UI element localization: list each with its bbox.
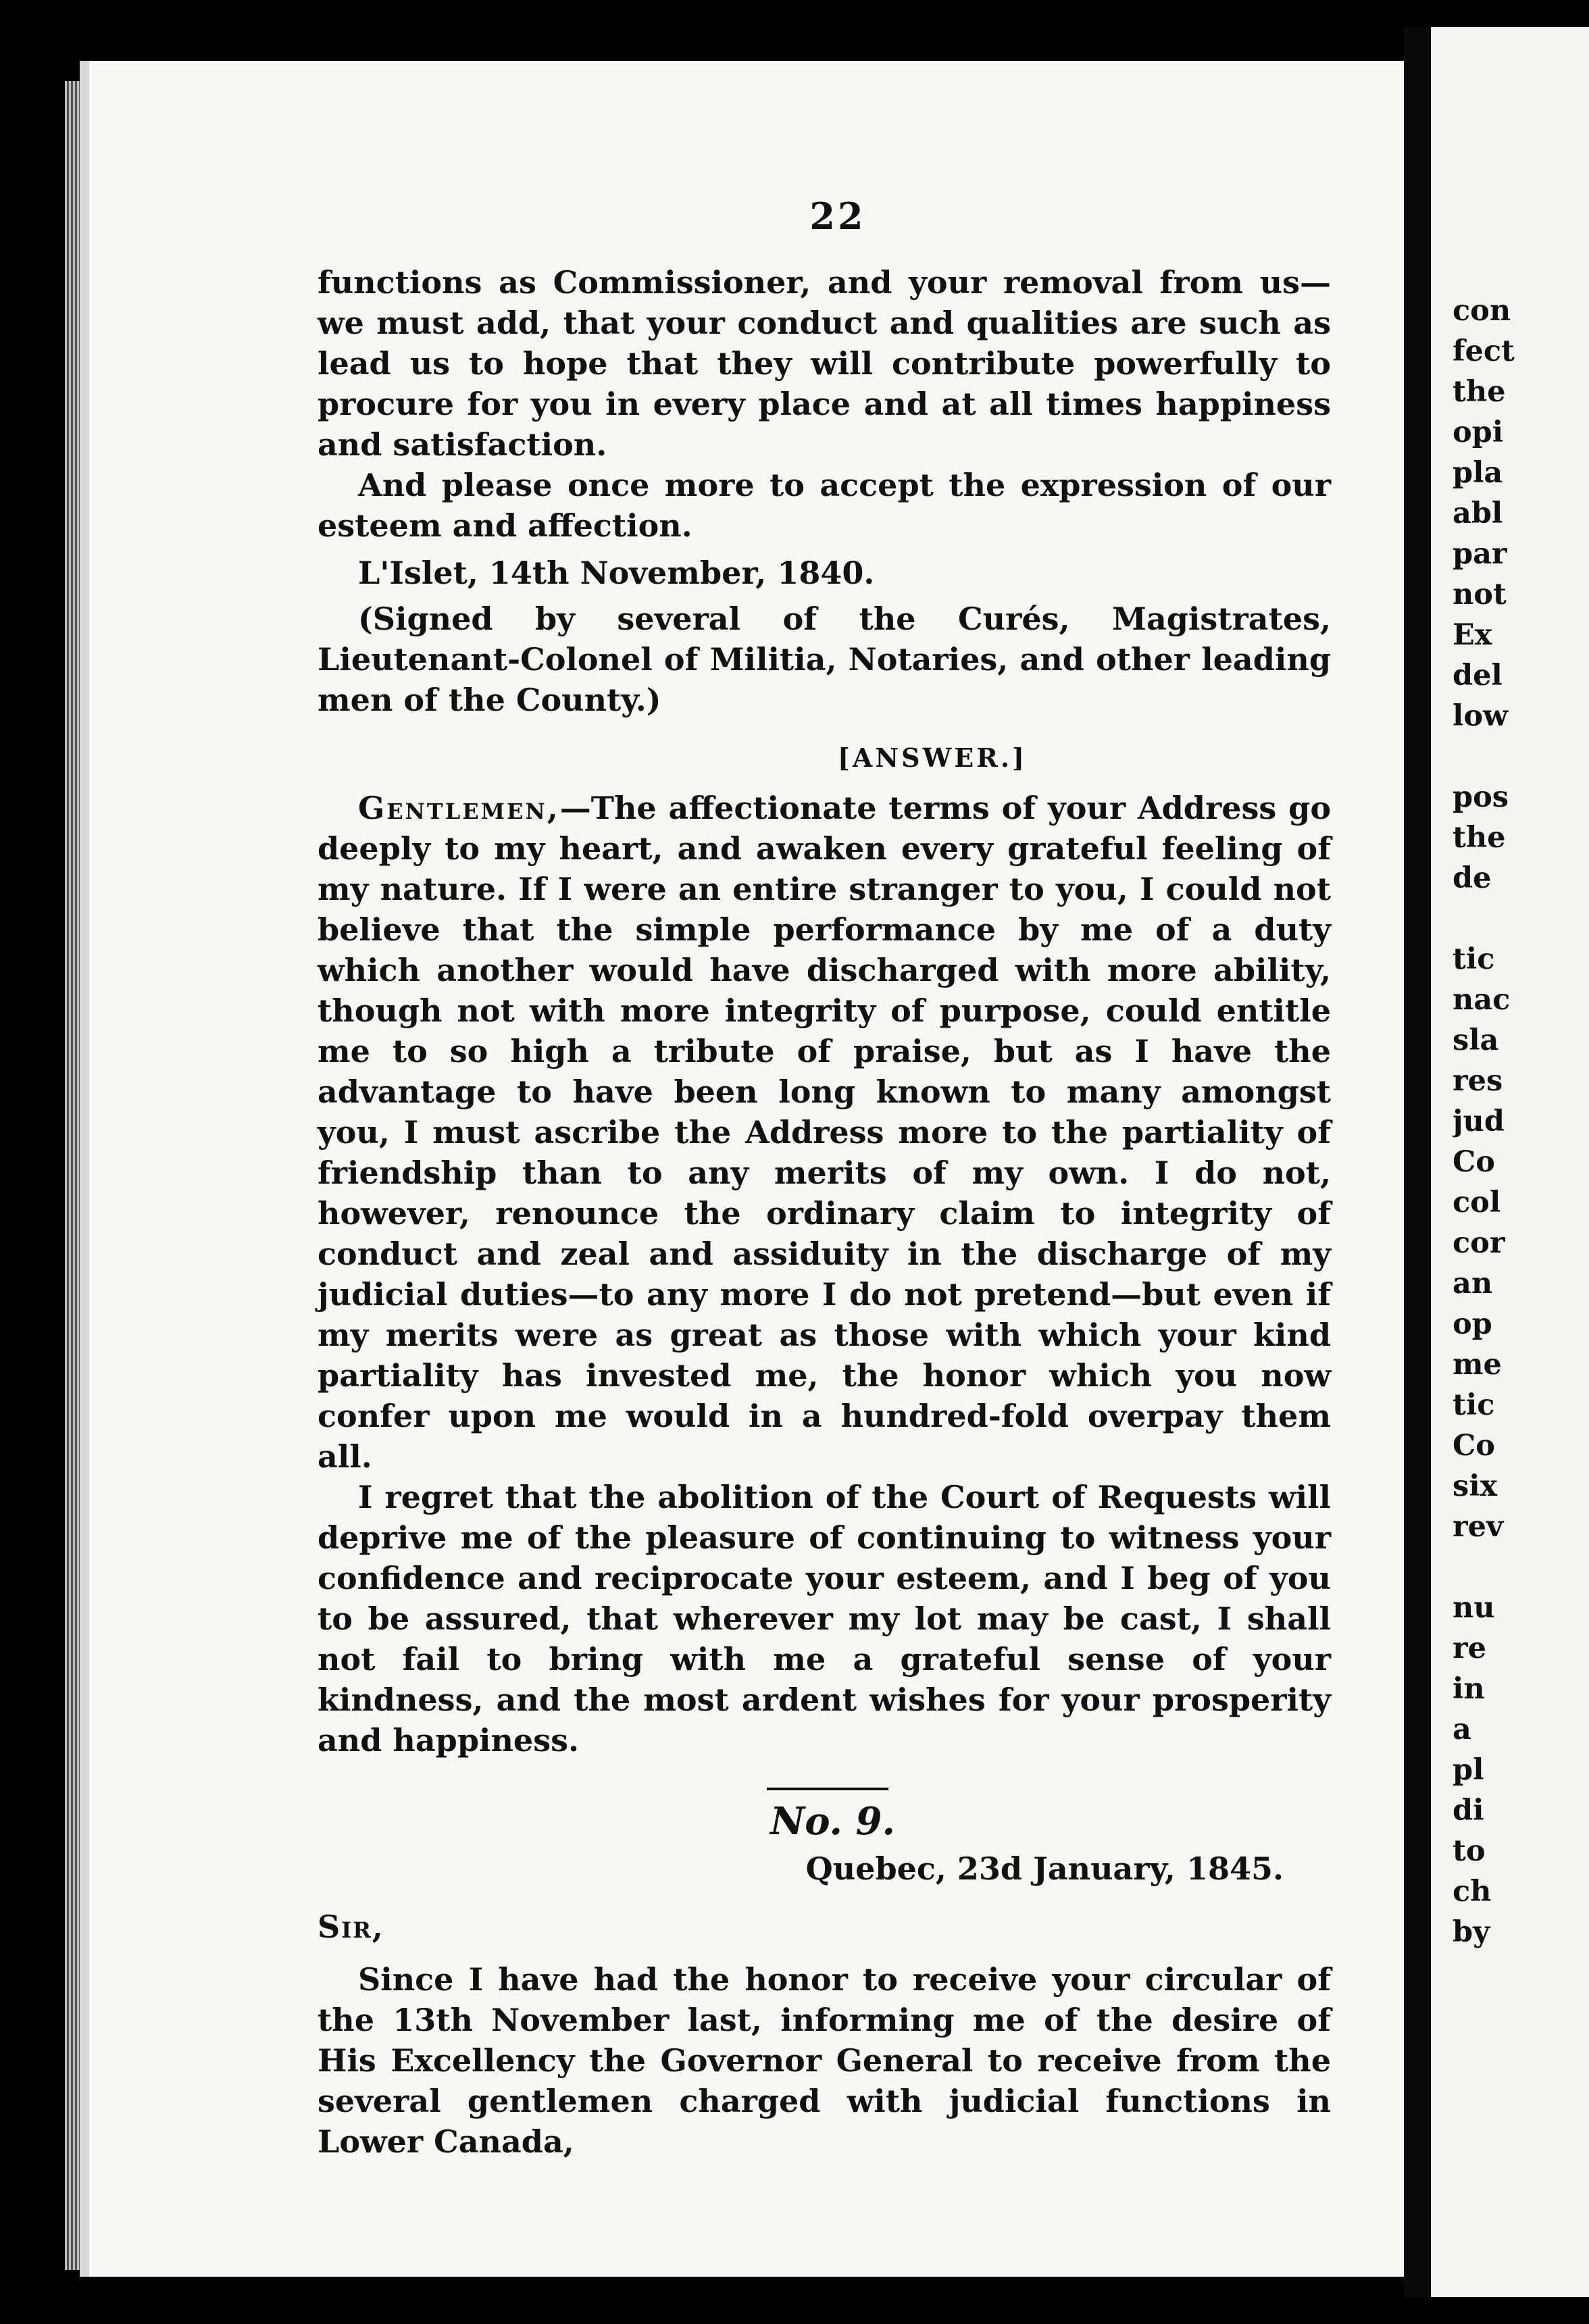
signatories-note: (Signed by several of the Curés, Magistrates, Lieutenant-Colonel of Militia, Notaries, and other leading men of the County.) — [318, 601, 1331, 718]
facing-page-fragment: in — [1453, 1672, 1485, 1706]
facing-page-fragment: to — [1453, 1834, 1486, 1868]
page-edge-stack — [65, 81, 80, 2270]
facing-page-fragment: opi — [1453, 415, 1504, 449]
facing-page-fragment: pla — [1453, 456, 1503, 490]
facing-page-fragment: Co — [1453, 1429, 1495, 1463]
facing-page-fragment: res — [1453, 1064, 1503, 1098]
facing-page-text — [1453, 290, 1588, 1952]
facing-page-fragment: ch — [1453, 1875, 1492, 1909]
section-rule — [767, 1788, 888, 1790]
page-content — [318, 196, 1331, 2162]
answer-paragraph: I regret that the abolition of the Court of Requests will deprive me of the pleasure of continuing to witness your confidence and reciprocate your esteem, and I beg of you to be assured, that wherever my lot may be cast, I shall not fail to bring with me a grateful sense of your kindness, and the most ardent wishes for your prosperity and happiness. — [318, 1479, 1331, 1759]
facing-page-fragment: the — [1453, 821, 1506, 855]
facing-page-fragment: op — [1453, 1307, 1492, 1341]
facing-page-fragment — [1453, 899, 1588, 939]
facing-page-fragment: tic — [1453, 1388, 1495, 1422]
facing-page-fragment: sla — [1453, 1024, 1499, 1057]
facing-page-fragment: the — [1453, 375, 1506, 409]
facing-page-fragment: de — [1453, 861, 1492, 895]
facing-page-fragment — [1453, 736, 1588, 777]
facing-page-fragment: pl — [1453, 1753, 1484, 1787]
facing-page-fragment: tic — [1453, 942, 1495, 976]
facing-page-fragment: me — [1453, 1348, 1502, 1382]
answer-text: —The affectionate terms of your Address go deeply to my heart, and awaken every grateful feeling of my nature. If I were an entire stranger to you, I could not believe that the simple performance by me of a duty which another would have discharged with more ability, though not with more integrity of purpose, could entitle me to so high a tribute of praise, but as I have the advantage to have been long known to many amongst you, I must ascribe the Address more to the partiality of friendship than to any merits of my own. I do not, however, renounce the ordinary claim to integrity of conduct and zeal and assiduity in the discharge of my judicial duties—to any more I do not pretend—but even if my merits were as great as those with which your kind partiality has invested me, the honor which you now confer upon me would in a hundred-fold overpay them all. — [318, 790, 1331, 1475]
facing-page-fragment: del — [1453, 659, 1503, 692]
facing-page-fragment: col — [1453, 1186, 1501, 1219]
facing-page-fragment: Co — [1453, 1145, 1495, 1179]
facing-page-fragment: jud — [1453, 1105, 1505, 1138]
facing-page-fragment: Ex — [1453, 618, 1492, 652]
place-date: L'Islet, 14th November, 1840. — [358, 555, 875, 591]
book-gutter — [1404, 27, 1431, 2297]
facing-page-fragment: par — [1453, 537, 1507, 571]
facing-page-fragment: low — [1453, 699, 1509, 733]
facing-page-fragment: con — [1453, 294, 1511, 328]
facing-page-fragment: nu — [1453, 1591, 1495, 1625]
body-paragraph: functions as Commissioner, and your removal from us—we must add, that your conduct and qualities are such as lead us to hope that they will contribute powerfully to procure for you in every place and at all times happiness and satisfaction. — [318, 264, 1331, 463]
facing-page-fragment — [1453, 1547, 1588, 1588]
facing-page-fragment: nac — [1453, 983, 1511, 1017]
letter-paragraph: Since I have had the honor to receive your circular of the 13th November last, informing me of the desire of His Excellency the Governor General to receive from the several gentlemen charged with judicial functions in Lower Canada, — [318, 1961, 1331, 2160]
facing-page-fragment: abl — [1453, 497, 1503, 530]
facing-page-fragment: by — [1453, 1915, 1490, 1949]
page-number: 22 — [809, 195, 866, 238]
answer-heading: [ANSWER.] — [837, 742, 1028, 773]
answer-paragraph — [318, 788, 1331, 1477]
facing-page-fragment: six — [1453, 1469, 1498, 1503]
answer-salutation: Gentlemen, — [358, 790, 560, 826]
facing-page-fragment: not — [1453, 578, 1507, 611]
letter-date: Quebec, 23d January, 1845. — [805, 1850, 1284, 1887]
letter-salutation: Sir, — [318, 1909, 384, 1945]
body-paragraph: And please once more to accept the expression of our esteem and affection. — [318, 467, 1331, 544]
facing-page-fragment: di — [1453, 1794, 1484, 1827]
facing-page-fragment: an — [1453, 1267, 1493, 1300]
facing-page-fragment: cor — [1453, 1226, 1505, 1260]
document-number: No. 9. — [770, 1799, 896, 1844]
facing-page-fragment: fect — [1453, 334, 1515, 368]
facing-page-fragment: rev — [1453, 1510, 1503, 1544]
facing-page-fragment: pos — [1453, 780, 1509, 814]
facing-page-fragment: re — [1453, 1632, 1487, 1665]
facing-page-fragment: a — [1453, 1713, 1471, 1746]
